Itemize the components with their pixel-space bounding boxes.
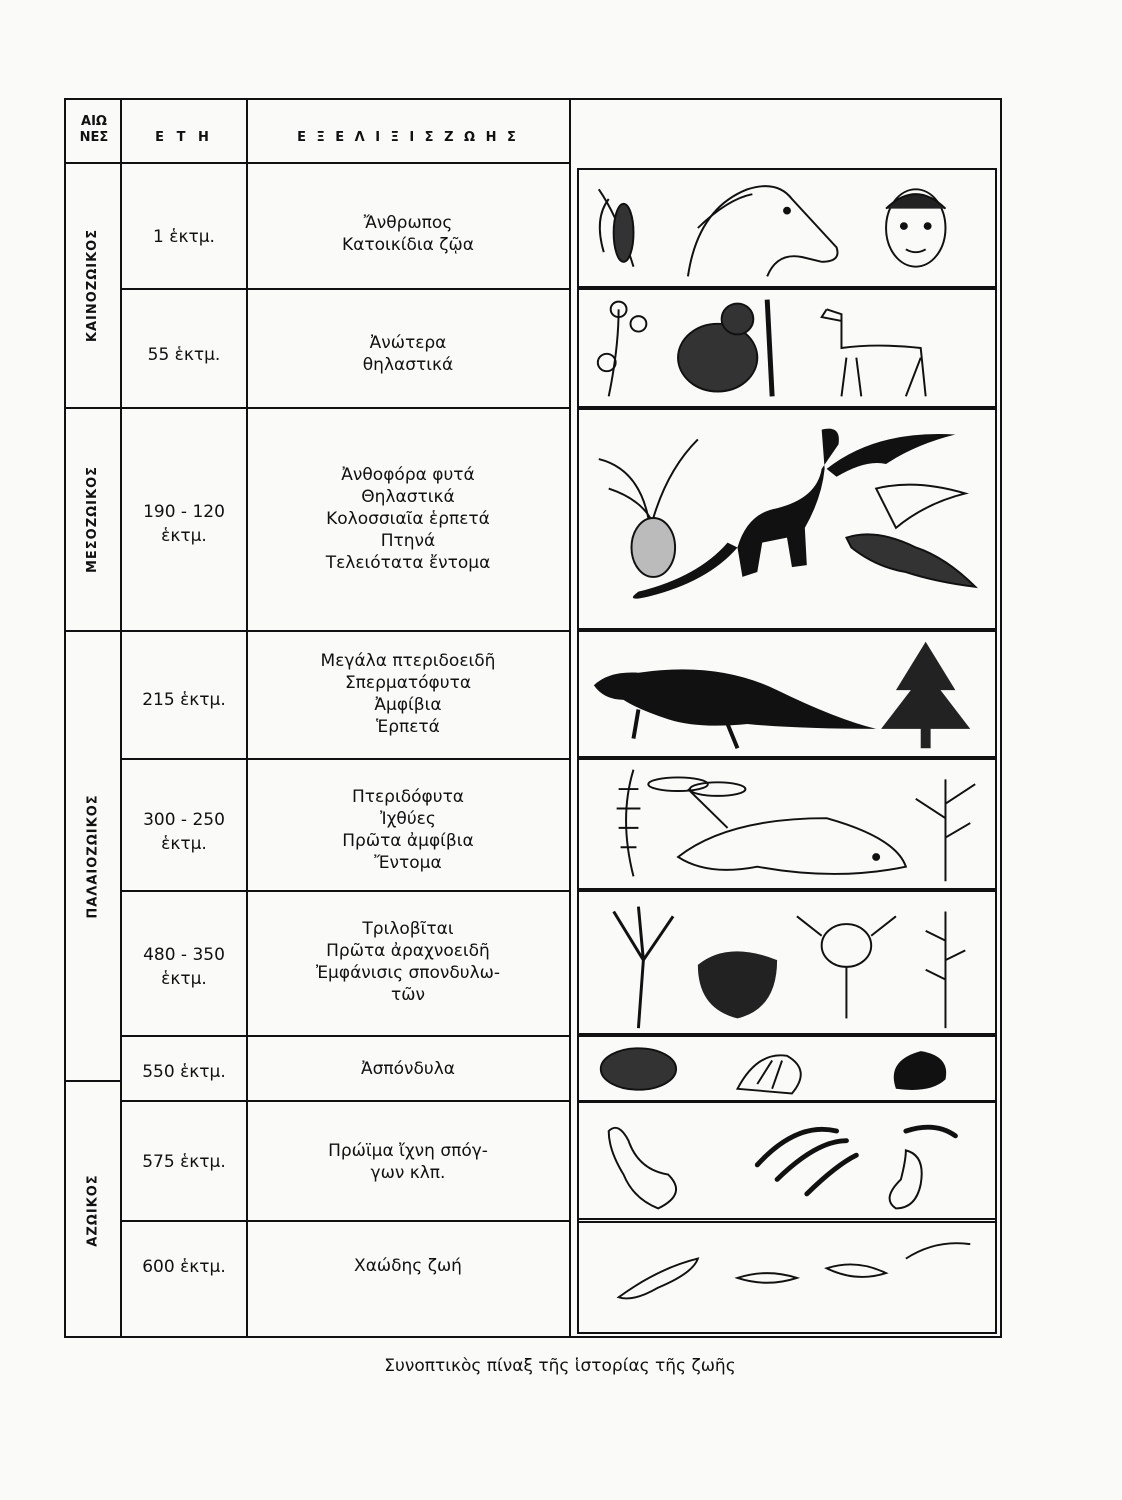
years-cell: 575 ἑκτμ. [142,1152,226,1172]
fish-icon [678,818,906,874]
era-azoikos: ΑΖΩΙΚΟΣ [85,1173,101,1247]
illustration-row-4 [577,630,997,758]
era-mesozoikos: ΜΕΣΟΖΩΙΚΟΣ [85,465,101,574]
sea-scorpion-icon [797,916,896,1018]
dragonfly-icon [648,777,745,827]
illustration-row-2 [577,288,997,408]
row-divider [122,758,569,760]
plant-icon [926,911,966,1028]
years-cell: 215 ἑκτμ. [142,690,226,710]
bear-icon [678,300,772,397]
row-divider [122,1220,569,1222]
years-cell: 480 - 350 ἑκτμ. [143,945,225,989]
row-divider [122,288,569,290]
snail-icon [894,1051,946,1090]
evolution-header: Ε Ξ Ε Λ Ι Ξ Ι Σ Ζ Ω Η Σ [297,130,519,145]
years-cell: 600 ἑκτμ. [142,1257,226,1277]
bird-icon [846,485,975,587]
corn-icon [599,189,634,266]
table-caption: Συνοπτικὸς πίναξ τῆς ἱστορίας τῆς ζωῆς [384,1356,736,1376]
worm-icon [757,1127,955,1194]
era-palaiozoikos: ΠΑΛΑΙΟΖΩΙΚΟΣ [85,793,101,919]
pterosaur-icon [827,434,956,477]
branch-icon [916,779,975,881]
evolution-cell: Χαώδης ζωή [354,1256,462,1276]
llama-icon [822,309,926,396]
flower-icon [598,302,647,397]
era-kainozoikos: ΚΑΙΝΟΖΩΙΚΟΣ [85,228,101,343]
row-divider [122,407,569,409]
years-cell: 550 ἑκτμ. [142,1062,226,1082]
evolution-cell: Ἀνώτερα θηλαστικά [362,333,454,375]
row-divider [122,630,569,632]
evolution-cell: Ἀνθοφόρα φυτά Θηλαστικά Κολοσσιαῖα ἑρπετά Πτηνά Τελειότατα ἔντομα [325,465,491,573]
eras-header: ΑΙΩ ΝΕΣ [79,114,109,145]
row-divider [122,890,569,892]
evolution-cell: Τριλοβῖται Πρῶτα ἀραχνοειδῆ Ἐμφάνισις σπονδυλω- τῶν [315,919,501,1005]
shell-icon [698,951,777,1018]
human-face-icon [886,189,945,266]
col-divider [569,100,571,1336]
evolution-cell: Πρώϊμα ἴχνη σπόγ- γων κλπ. [328,1141,488,1183]
illustration-row-1 [577,168,997,288]
years-cell: 300 - 250 ἑκτμ. [143,810,225,854]
horse-icon [688,186,838,276]
evolution-cell: Ἄνθρωπος Κατοικίδια ζῷα [342,213,474,255]
years-cell: 55 ἑκτμ. [147,345,221,365]
life-history-table [64,98,1002,1338]
evolution-cell: Ἀσπόνδυλα [360,1059,456,1079]
trilobite-icon [601,1048,676,1089]
crinoid-icon [614,907,673,1029]
primitive-worm-icon [619,1243,971,1298]
header-divider [66,162,569,164]
years-cell: 1 ἑκτμ. [153,227,215,247]
illustration-row-7 [577,1035,997,1103]
row-divider [122,1100,569,1102]
years-cell: 190 - 120 ἑκτμ. [143,502,225,546]
reptile-icon [594,669,876,748]
illustration-row-8 [577,1100,997,1223]
conifer-icon [881,642,970,749]
brachiopod-icon [737,1055,800,1093]
row-divider [122,1035,569,1037]
fern-icon [617,770,641,877]
illustration-row-9 [577,1218,997,1334]
illustration-row-5 [577,758,997,890]
years-header: Ε Τ Η [155,130,213,145]
illustration-row-3 [577,408,997,630]
cycad-icon [599,439,698,576]
sponge-icon [609,1128,922,1209]
evolution-cell: Μεγάλα πτεριδοειδῆ Σπερματόφυτα Ἀμφίβια Ἑρπετά [320,651,496,737]
illustration-row-6 [577,890,997,1035]
evolution-cell: Πτεριδόφυτα Ἰχθύες Πρῶτα ἀμφίβια Ἔντομα [342,787,474,873]
